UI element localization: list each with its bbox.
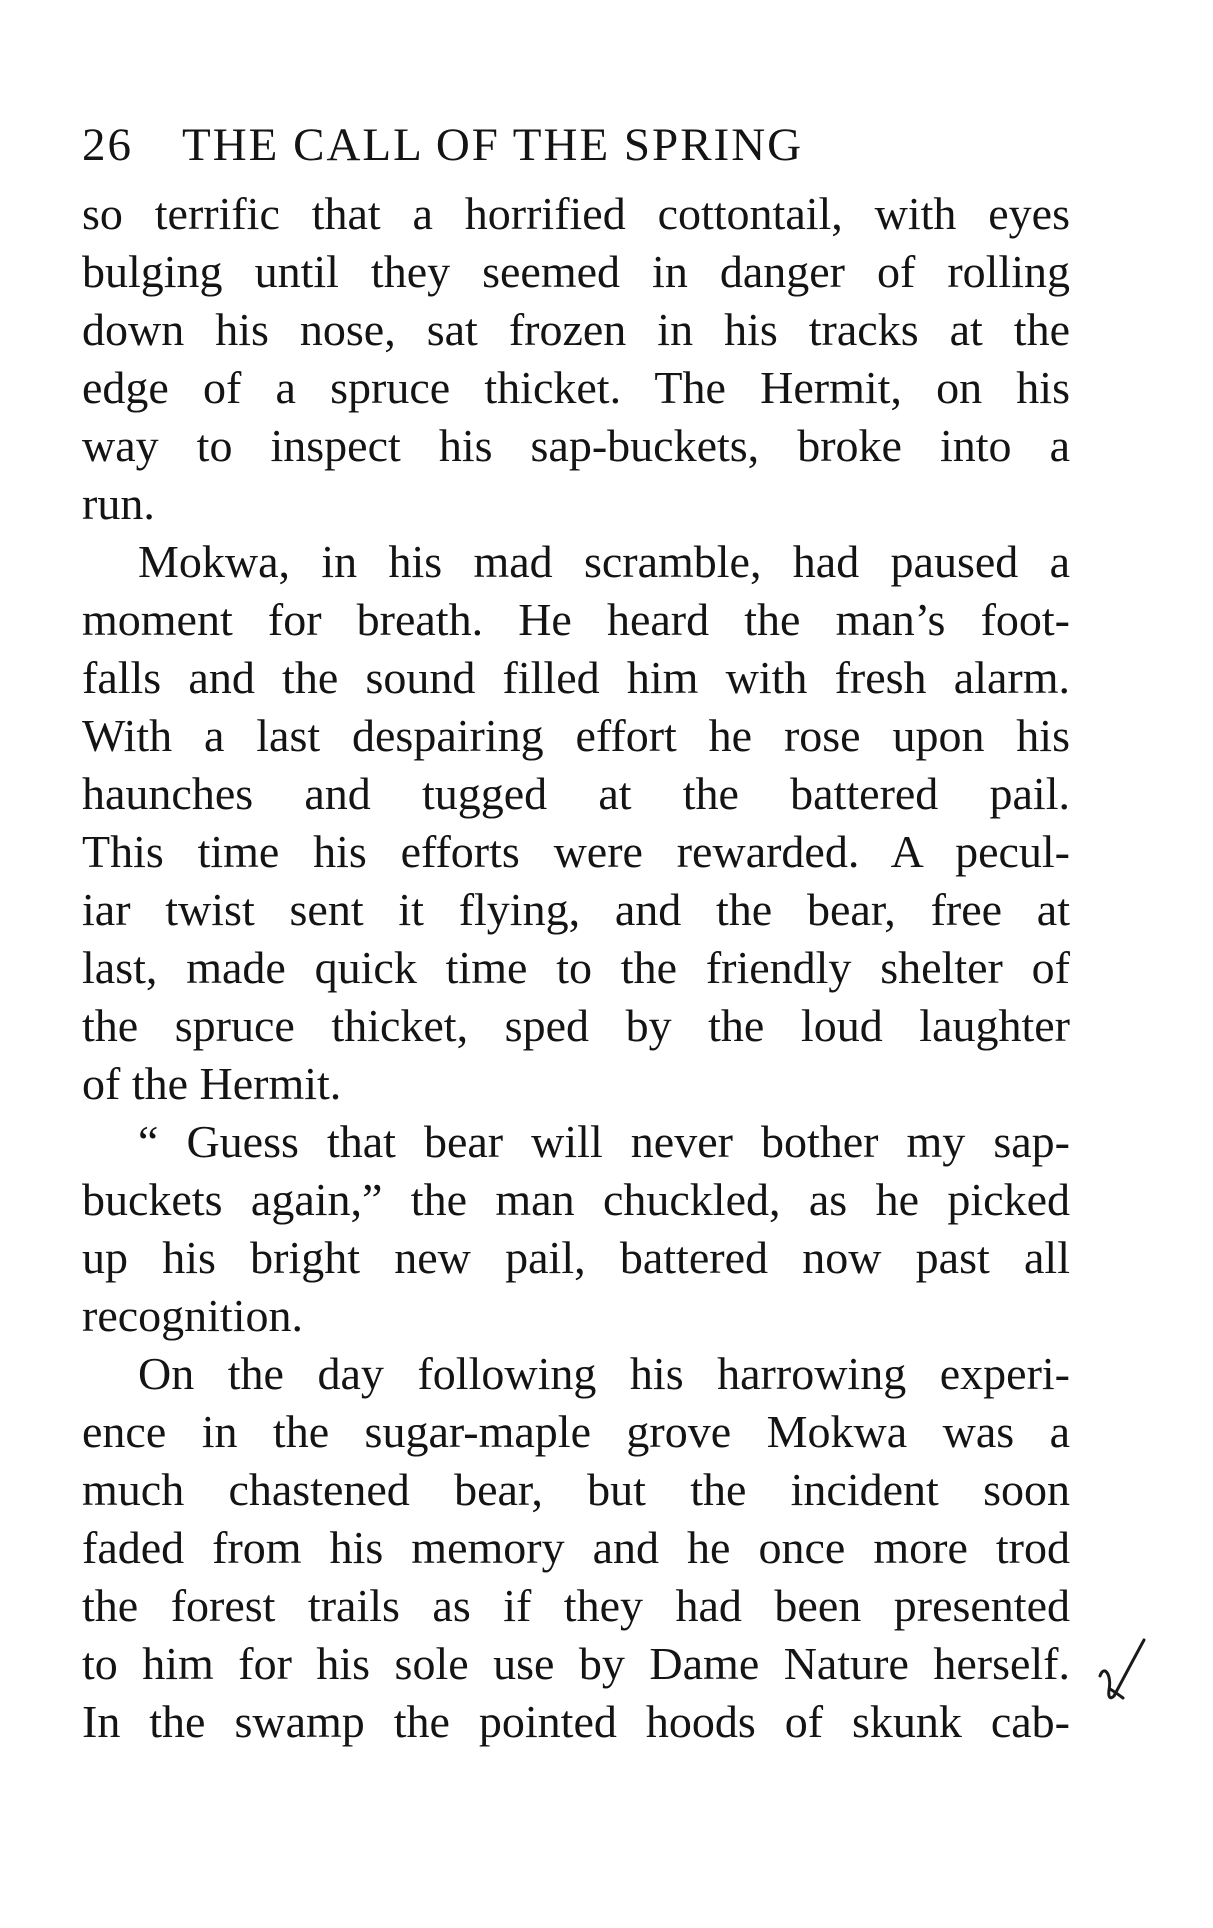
page-number: 26: [82, 119, 133, 171]
paragraph-4: [82, 1345, 1070, 1751]
paragraph-1: [82, 185, 1070, 533]
text-line: of the Hermit.: [82, 1058, 342, 1109]
paragraph-3: [82, 1113, 1070, 1345]
running-title: THE CALL OF THE SPRING: [182, 119, 804, 171]
text-line: down his nose, sat frozen in his tracks at the: [82, 304, 1070, 355]
text-line: faded from his memory and he once more trod: [82, 1522, 1070, 1573]
text-line: Mokwa, in his mad scramble, had paused a: [138, 536, 1070, 587]
text-line: run.: [82, 478, 155, 529]
text-line: falls and the sound filled him with fresh alarm.: [82, 652, 1070, 703]
text-line: On the day following his harrowing experi-: [138, 1348, 1070, 1399]
text-line: ence in the sugar-maple grove Mokwa was a: [82, 1406, 1070, 1457]
text-line: haunches and tugged at the battered pail.: [82, 768, 1070, 819]
text-line: With a last despairing effort he rose upon his: [82, 710, 1070, 761]
text-line: “ Guess that bear will never bother my sap-: [138, 1116, 1070, 1167]
text-line: iar twist sent it flying, and the bear, free at: [82, 884, 1070, 935]
text-line: up his bright new pail, battered now past all: [82, 1232, 1070, 1283]
paragraph-2: [82, 533, 1070, 1113]
running-head: [82, 105, 1070, 185]
text-line: This time his efforts were rewarded. A pecul-: [82, 826, 1070, 877]
text-line: buckets again,” the man chuckled, as he picked: [82, 1174, 1070, 1225]
text-line: moment for breath. He heard the man’s foot-: [82, 594, 1070, 645]
text-line: the forest trails as if they had been presented: [82, 1580, 1070, 1631]
handwritten-check-mark-icon: [1092, 1626, 1150, 1706]
text-line: recognition.: [82, 1290, 303, 1341]
book-page: [82, 105, 1070, 1751]
text-line: way to inspect his sap-buckets, broke into a: [82, 420, 1070, 471]
text-line: the spruce thicket, sped by the loud laughter: [82, 1000, 1070, 1051]
text-line: to him for his sole use by Dame Nature herself.: [82, 1638, 1070, 1689]
text-line: much chastened bear, but the incident soon: [82, 1464, 1070, 1515]
text-line: so terrific that a horrified cottontail, with eyes: [82, 188, 1070, 239]
text-line: last, made quick time to the friendly shelter of: [82, 942, 1070, 993]
text-line: edge of a spruce thicket. The Hermit, on his: [82, 362, 1070, 413]
text-line: In the swamp the pointed hoods of skunk cab-: [82, 1696, 1070, 1747]
text-line: bulging until they seemed in danger of rolling: [82, 246, 1070, 297]
